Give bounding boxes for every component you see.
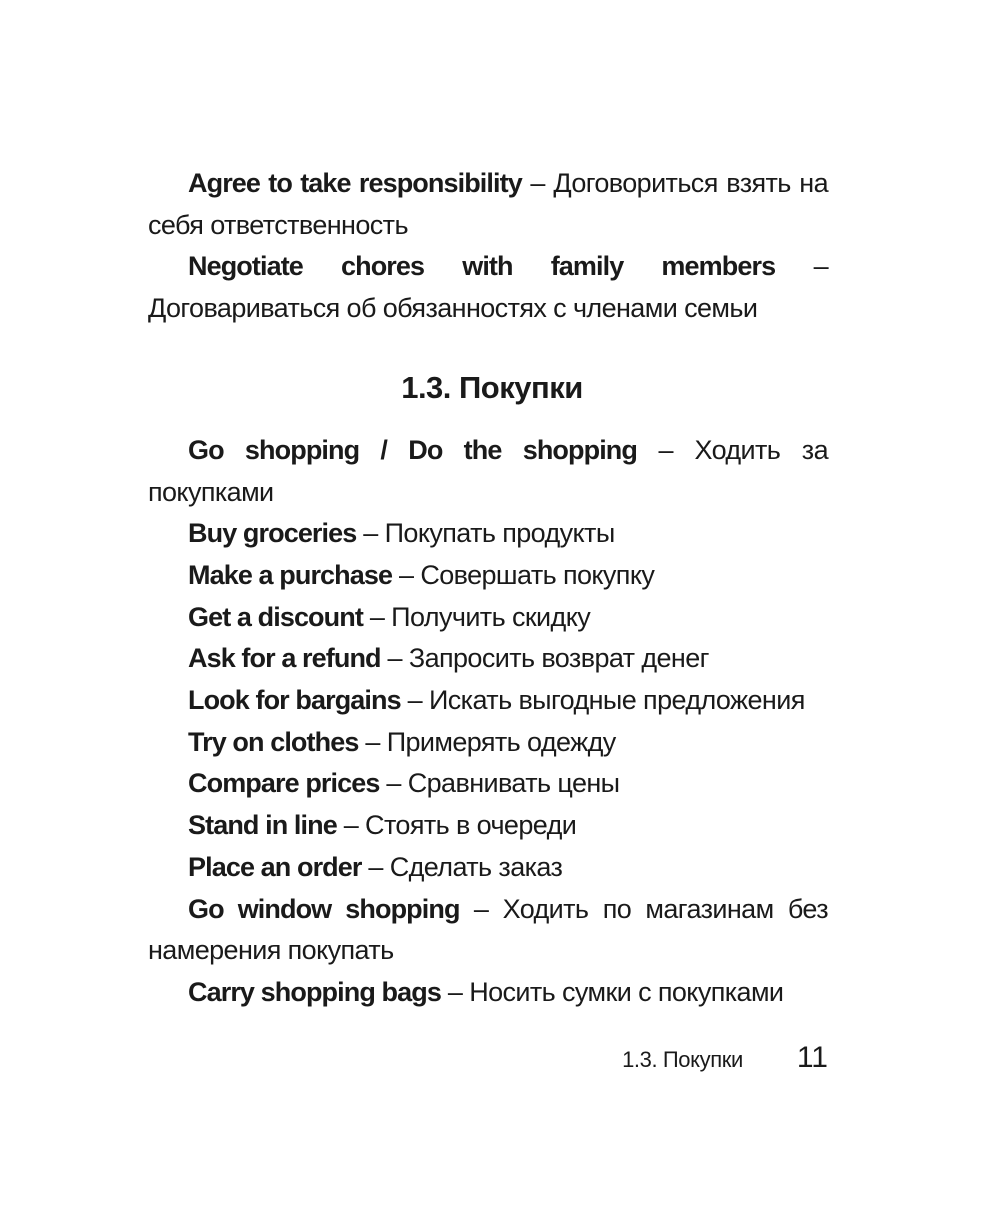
vocab-separator: – xyxy=(336,810,366,841)
vocab-term: Go window shopping xyxy=(188,893,460,924)
vocab-term: Negotiate chores with family members xyxy=(188,251,776,282)
vocab-entry xyxy=(148,805,828,847)
vocab-entry xyxy=(148,513,828,555)
vocab-term: Make a purchase xyxy=(188,559,393,590)
vocab-term: Agree to take responsibility xyxy=(188,168,522,198)
vocab-term: Stand in line xyxy=(188,810,337,841)
vocab-translation: Примерять одежду xyxy=(386,726,616,757)
vocab-entry xyxy=(148,680,828,722)
vocab-translation: Сравнивать цены xyxy=(407,768,620,799)
vocab-separator: – xyxy=(361,851,390,882)
vocab-entry xyxy=(148,163,828,246)
vocab-separator: – xyxy=(521,168,554,198)
page-footer xyxy=(148,1036,828,1080)
vocab-entry xyxy=(148,555,828,597)
vocab-translation: Договариваться об обязанностях с членами семьи xyxy=(148,293,758,324)
vocab-translation: Покупать продукты xyxy=(384,518,615,549)
vocab-translation: Совершать покупку xyxy=(420,559,655,590)
vocab-separator: – xyxy=(362,601,392,632)
vocab-entry xyxy=(148,597,828,639)
vocab-term: Try on clothes xyxy=(188,726,359,757)
vocab-term: Compare prices xyxy=(188,768,380,799)
vocab-entry xyxy=(148,638,828,680)
vocab-term: Buy groceries xyxy=(188,518,357,549)
vocab-separator: – xyxy=(380,643,409,674)
vocab-separator: – xyxy=(358,726,387,757)
vocab-entry xyxy=(148,847,828,889)
vocab-translation: Ходить по магазинам без намерения покупать xyxy=(148,893,828,966)
vocab-translation: Договориться взять на себя ответственность xyxy=(148,168,828,240)
vocab-entry xyxy=(148,246,828,329)
vocab-translation: Запросить возврат денег xyxy=(408,643,709,674)
vocab-entry xyxy=(148,763,828,805)
vocab-term: Place an order xyxy=(188,851,362,882)
vocab-separator: – xyxy=(356,518,385,549)
vocab-separator: – xyxy=(392,559,421,590)
vocab-translation: Носить сумки с покупками xyxy=(469,976,784,1007)
vocab-entry xyxy=(148,430,828,513)
vocab-term: Ask for a refund xyxy=(188,643,381,674)
vocab-separator: – xyxy=(459,893,503,924)
vocab-translation: Ходить за покупками xyxy=(148,434,828,507)
vocab-term: Get a discount xyxy=(188,601,363,632)
vocab-entry xyxy=(148,972,828,1014)
vocab-term: Go shopping / Do the shopping xyxy=(188,434,637,465)
vocab-term: Carry shopping bags xyxy=(188,976,441,1007)
vocab-separator: – xyxy=(379,768,408,799)
vocab-translation: Искать выгодные предложения xyxy=(428,685,805,716)
running-footer-section: 1.3. Покупки xyxy=(622,1047,743,1072)
vocab-entry xyxy=(148,722,828,764)
vocab-separator: – xyxy=(775,251,828,282)
page-number: 11 xyxy=(796,1041,828,1074)
vocab-translation: Стоять в очереди xyxy=(365,810,577,841)
page-content xyxy=(148,163,828,1014)
section-heading: 1.3. Покупки xyxy=(401,369,583,405)
vocab-separator: – xyxy=(400,685,429,716)
vocab-translation: Сделать заказ xyxy=(389,851,563,882)
vocab-term: Look for bargains xyxy=(188,685,401,716)
vocab-separator: – xyxy=(440,976,470,1007)
vocab-separator: – xyxy=(636,434,695,465)
vocab-entry xyxy=(148,889,828,972)
vocab-translation: Получить скидку xyxy=(391,601,591,632)
